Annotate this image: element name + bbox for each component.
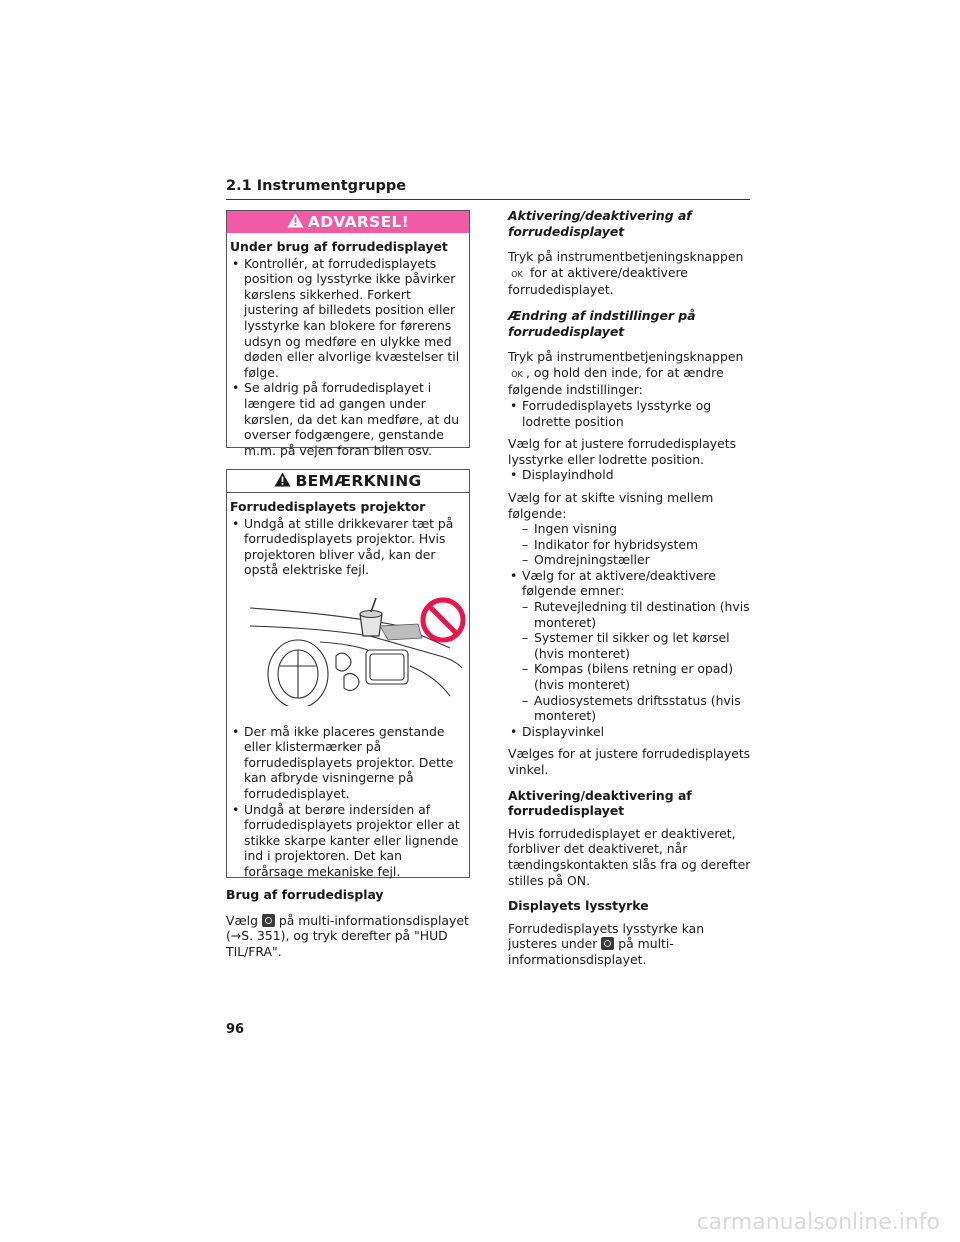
text: Forrudedisplayets lysstyrke kan justeres under bbox=[508, 920, 705, 952]
list-item: • Displayindhold bbox=[508, 467, 754, 483]
sub-list-content bbox=[508, 521, 754, 568]
warning-label: ADVARSEL! bbox=[307, 213, 410, 231]
text: Tryk på instrumentbetjeningsknappen bbox=[508, 349, 744, 365]
watermark: carmanualsonline.info bbox=[696, 1210, 940, 1235]
list-item: – Omdrejningstæller bbox=[522, 552, 754, 568]
prohibition-icon bbox=[423, 600, 463, 640]
list-item: – Rutevejledning til destination (hvis monteret) bbox=[522, 599, 754, 630]
paragraph: Vælg for at justere forrudedisplayets lysstyrke eller lodrette position. bbox=[508, 436, 737, 467]
paragraph bbox=[508, 921, 754, 968]
heading-activate: Aktivering/deaktivering af forrudedisplayet bbox=[508, 208, 692, 239]
dashboard-drink-prohibited-illustration bbox=[250, 596, 466, 706]
list-item: – Systemer til sikker og let kørsel (hvis monteret) bbox=[522, 630, 754, 661]
ok-button-icon: OK bbox=[511, 369, 523, 379]
text: Vælg bbox=[226, 912, 262, 928]
warning-title: Under brug af forrudedisplayet bbox=[230, 239, 448, 254]
list-item: • Undgå at berøre indersiden af forrudedisplayets projektor eller at stikke skarpe kanter eller lignende ind i projektoren. Det kan forårsage mekaniske fejl. bbox=[230, 802, 465, 880]
page-number: 96 bbox=[226, 1022, 245, 1037]
drink-cup-icon bbox=[360, 598, 382, 636]
paragraph bbox=[508, 249, 754, 298]
notice-box bbox=[226, 469, 470, 878]
section-rule bbox=[226, 199, 750, 200]
notice-bullets-bottom bbox=[230, 724, 465, 880]
list-item: – Audiosystemets driftsstatus (hvis monteret) bbox=[522, 693, 754, 724]
left-column-text bbox=[226, 887, 470, 959]
paragraph: Vælges for at justere forrudedisplayets vinkel. bbox=[508, 746, 751, 777]
warning-header bbox=[227, 211, 469, 233]
paragraph: Vælg for at skifte visning mellem følgende: bbox=[508, 489, 714, 521]
settings-gear-icon bbox=[262, 914, 275, 927]
bullet-content bbox=[508, 467, 754, 483]
list-item: • Vælg for at aktivere/deaktivere følgende emner: bbox=[508, 568, 754, 599]
warning-box bbox=[226, 210, 470, 458]
list-item: – Indikator for hybridsystem bbox=[522, 537, 754, 553]
notice-triangle-icon bbox=[274, 472, 291, 491]
paragraph: Hvis forrudedisplayet er deaktiveret, forbliver det deaktiveret, når tændingskontakten slås fra og derefter stilles på ON. bbox=[508, 825, 751, 888]
list-item: • Se aldrig på forrudedisplayet i længere tid ad gangen under kørslen, da det kan medføre, at du overser fodgængere, genstande m.m. på vejen foran bilen osv. bbox=[230, 380, 465, 458]
notice-title: Forrudedisplayets projektor bbox=[230, 499, 426, 514]
warning-triangle-icon bbox=[287, 213, 304, 232]
bullet-angle bbox=[508, 724, 754, 740]
settings-gear-icon bbox=[601, 937, 614, 950]
list-item: – Kompas (bilens retning er opad) (hvis monteret) bbox=[522, 661, 754, 692]
paragraph bbox=[508, 349, 754, 398]
list-item: • Undgå at stille drikkevarer tæt på forrudedisplayets projektor. Hvis projektoren bliver våd, kan der opstå elektriske fejl. bbox=[230, 516, 465, 578]
list-item: • Displayvinkel bbox=[508, 724, 754, 740]
warning-bullets bbox=[230, 256, 465, 459]
bullet-toggle-items bbox=[508, 568, 754, 599]
text: på multi-informationsdisplayet. bbox=[508, 936, 674, 967]
heading-change-settings: Ændring af indstillinger på forrudedisplayet bbox=[508, 307, 696, 339]
bullet-brightness bbox=[508, 398, 754, 429]
text: på multi-informationsdisplayet (→S. 351), og tryk derefter på "HUD TIL/FRA". bbox=[226, 912, 469, 959]
list-item: • Der må ikke placeres genstande eller klistermærker på forrudedisplayets projektor. Dette kan afbryde visningerne på forrudedisplayet. bbox=[230, 724, 465, 802]
list-item: • Kontrollér, at forrudedisplayets position og lysstyrke ikke påvirker kørslens sikkerhed. Forkert justering af billedets position eller lysstyrke kan blokere for førerens udsyn og medføre en ulykke med døden eller alvorlige kvæstelser til følge. bbox=[230, 256, 465, 381]
text: Tryk på instrumentbetjeningsknappen bbox=[508, 249, 744, 265]
heading-activate-2: Aktivering/deaktivering af forrudedisplayet bbox=[508, 787, 692, 819]
list-item: – Ingen visning bbox=[522, 521, 754, 537]
heading-brightness: Displayets lysstyrke bbox=[508, 898, 649, 914]
paragraph-use-hud bbox=[226, 913, 470, 960]
sub-list-items bbox=[508, 599, 754, 724]
text: , og hold den inde, for at ændre følgende indstillinger: bbox=[508, 364, 724, 398]
text: for at aktivere/deaktivere forrudedisplayet. bbox=[508, 264, 688, 298]
notice-header bbox=[227, 470, 469, 493]
ok-button-icon: OK bbox=[511, 269, 523, 279]
notice-bullets-top bbox=[230, 516, 465, 578]
notice-label: BEMÆRKNING bbox=[295, 472, 422, 490]
heading-use-hud: Brug af forrudedisplay bbox=[226, 887, 384, 902]
section-header: 2.1 Instrumentgruppe bbox=[226, 178, 407, 194]
list-item: • Forrudedisplayets lysstyrke og lodrette position bbox=[508, 398, 754, 429]
right-column bbox=[508, 208, 754, 968]
